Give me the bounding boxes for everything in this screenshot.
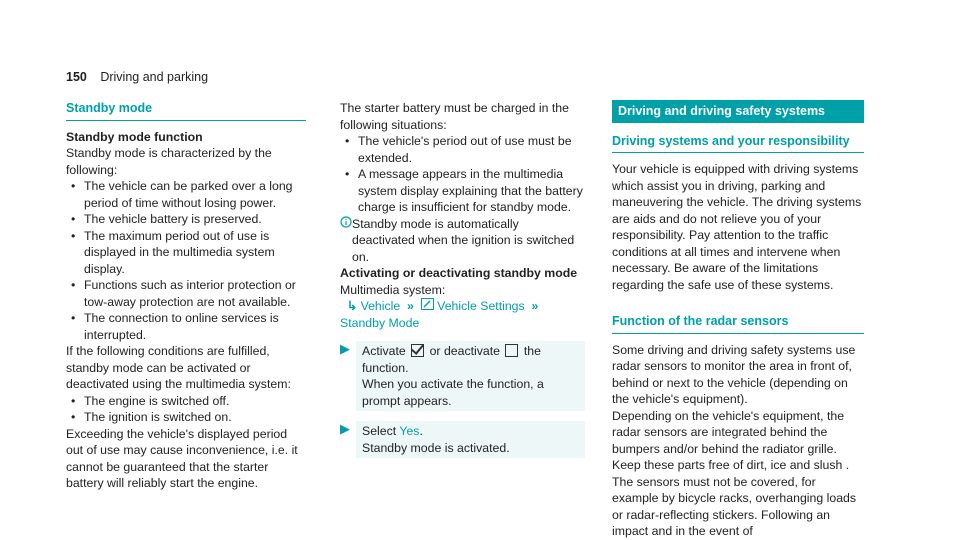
standby-intro: Standby mode is characterized by the following: xyxy=(66,146,272,177)
unchecked-box-icon xyxy=(505,344,518,357)
list-item: • The vehicle battery is preserved. xyxy=(66,211,306,228)
settings-icon xyxy=(421,299,434,313)
menu-path xyxy=(340,298,585,331)
info-icon xyxy=(340,216,352,266)
list-item: • The vehicle can be parked over a long period of time without losing power. xyxy=(66,178,306,211)
step-1-body xyxy=(356,341,585,411)
double-chevron-icon: » xyxy=(403,299,418,313)
list-item: • The maximum period out of use is displayed in the multimedia system display. xyxy=(66,228,306,278)
list-item: • A message appears in the multimedia system display explaining that the battery charge is insufficient for standby mode. xyxy=(340,166,585,216)
step-1-text-c: the function. xyxy=(362,344,541,375)
list-item: • Functions such as interior protection or tow-away protection are not available. xyxy=(66,277,306,310)
info-note xyxy=(340,216,585,266)
standby-mode-heading: Standby mode xyxy=(66,100,306,121)
yes-option[interactable]: Yes xyxy=(399,424,420,438)
step-2 xyxy=(340,421,585,458)
system-label: Multimedia system: xyxy=(340,282,446,297)
list-item: • The connection to online services is interrupted. xyxy=(66,310,306,343)
step-arrow-icon: ▶ xyxy=(340,341,350,356)
page-number: 150 xyxy=(66,70,87,84)
step-1-text-a: Activate xyxy=(362,344,406,358)
column-1 xyxy=(66,100,306,492)
step-1 xyxy=(340,341,585,411)
step-1-text-b: or deactivate xyxy=(429,344,501,358)
standby-function-subheading: Standby mode function xyxy=(66,129,203,144)
exceed-warning: Exceeding the vehicle's displayed period out of use may cause inconvenience, i.e. it cannot be guaranteed that the starter battery will reliably start the engine. xyxy=(66,426,298,490)
radar-text-1: Some driving and driving safety systems use radar sensors to monitor the area in front of, behind or next to the vehicle (depending on the vehicle's equipment). xyxy=(612,342,856,406)
double-chevron-icon: » xyxy=(528,299,542,313)
charge-intro: The starter battery must be charged in the following situations: xyxy=(340,101,569,132)
path-vehicle[interactable]: Vehicle xyxy=(360,299,401,313)
step-arrow-icon: ▶ xyxy=(340,421,350,436)
section-name: Driving and parking xyxy=(100,70,209,84)
activating-subheading: Activating or deactivating standby mode xyxy=(340,266,578,280)
chapter-banner: Driving and driving safety systems xyxy=(612,100,864,123)
column-3 xyxy=(612,100,864,540)
charge-bullets xyxy=(340,133,585,216)
list-item: • The vehicle's period out of use must be extended. xyxy=(340,133,585,166)
step-2-body: Select Yes. Standby mode is activated. xyxy=(356,421,585,458)
responsibility-heading: Driving systems and your responsibility xyxy=(612,133,864,154)
path-standby-mode[interactable]: Standby Mode xyxy=(340,315,420,330)
responsibility-text: Your vehicle is equipped with driving systems which assist you in driving, parking and maneuvering the vehicle. The driving systems are aids and do not relieve you of your responsibility. Pay attention to the traffic conditions at all times and intervene when necessary. Be aware of the limitations regarding the safe use of these systems. xyxy=(612,162,862,292)
step-1-text-d: When you activate the function, a prompt appears. xyxy=(362,377,544,408)
standby-bullets xyxy=(66,178,306,343)
note-text: Standby mode is automatically deactivated when the ignition is switched on. xyxy=(352,216,575,264)
list-item: • The ignition is switched on. xyxy=(66,409,306,426)
radar-text-2: Depending on the vehicle's equipment, the radar sensors are integrated behind the bumpers and/or behind the radiator grille. Keep these parts free of dirt, ice and slush . The sensors must not be covered, for example by bicycle racks, overhanging loads or radar-reflecting stickers. Following an impact and in the event of xyxy=(612,408,857,538)
page-header xyxy=(66,70,208,84)
checked-box-icon xyxy=(411,344,424,357)
step-2-text-b: Standby mode is activated. xyxy=(362,440,510,455)
list-item: • The engine is switched off. xyxy=(66,393,306,410)
conditions-bullets xyxy=(66,393,306,426)
path-vehicle-settings[interactable]: Vehicle Settings xyxy=(437,299,525,313)
column-2 xyxy=(340,100,585,458)
enter-arrow-icon: ↳ xyxy=(340,299,358,313)
conditions-intro: If the following conditions are fulfilled, standby mode can be activated or deactivated using the multimedia system: xyxy=(66,344,291,391)
radar-heading: Function of the radar sensors xyxy=(612,313,864,334)
step-2-text-a: Select xyxy=(362,424,397,438)
